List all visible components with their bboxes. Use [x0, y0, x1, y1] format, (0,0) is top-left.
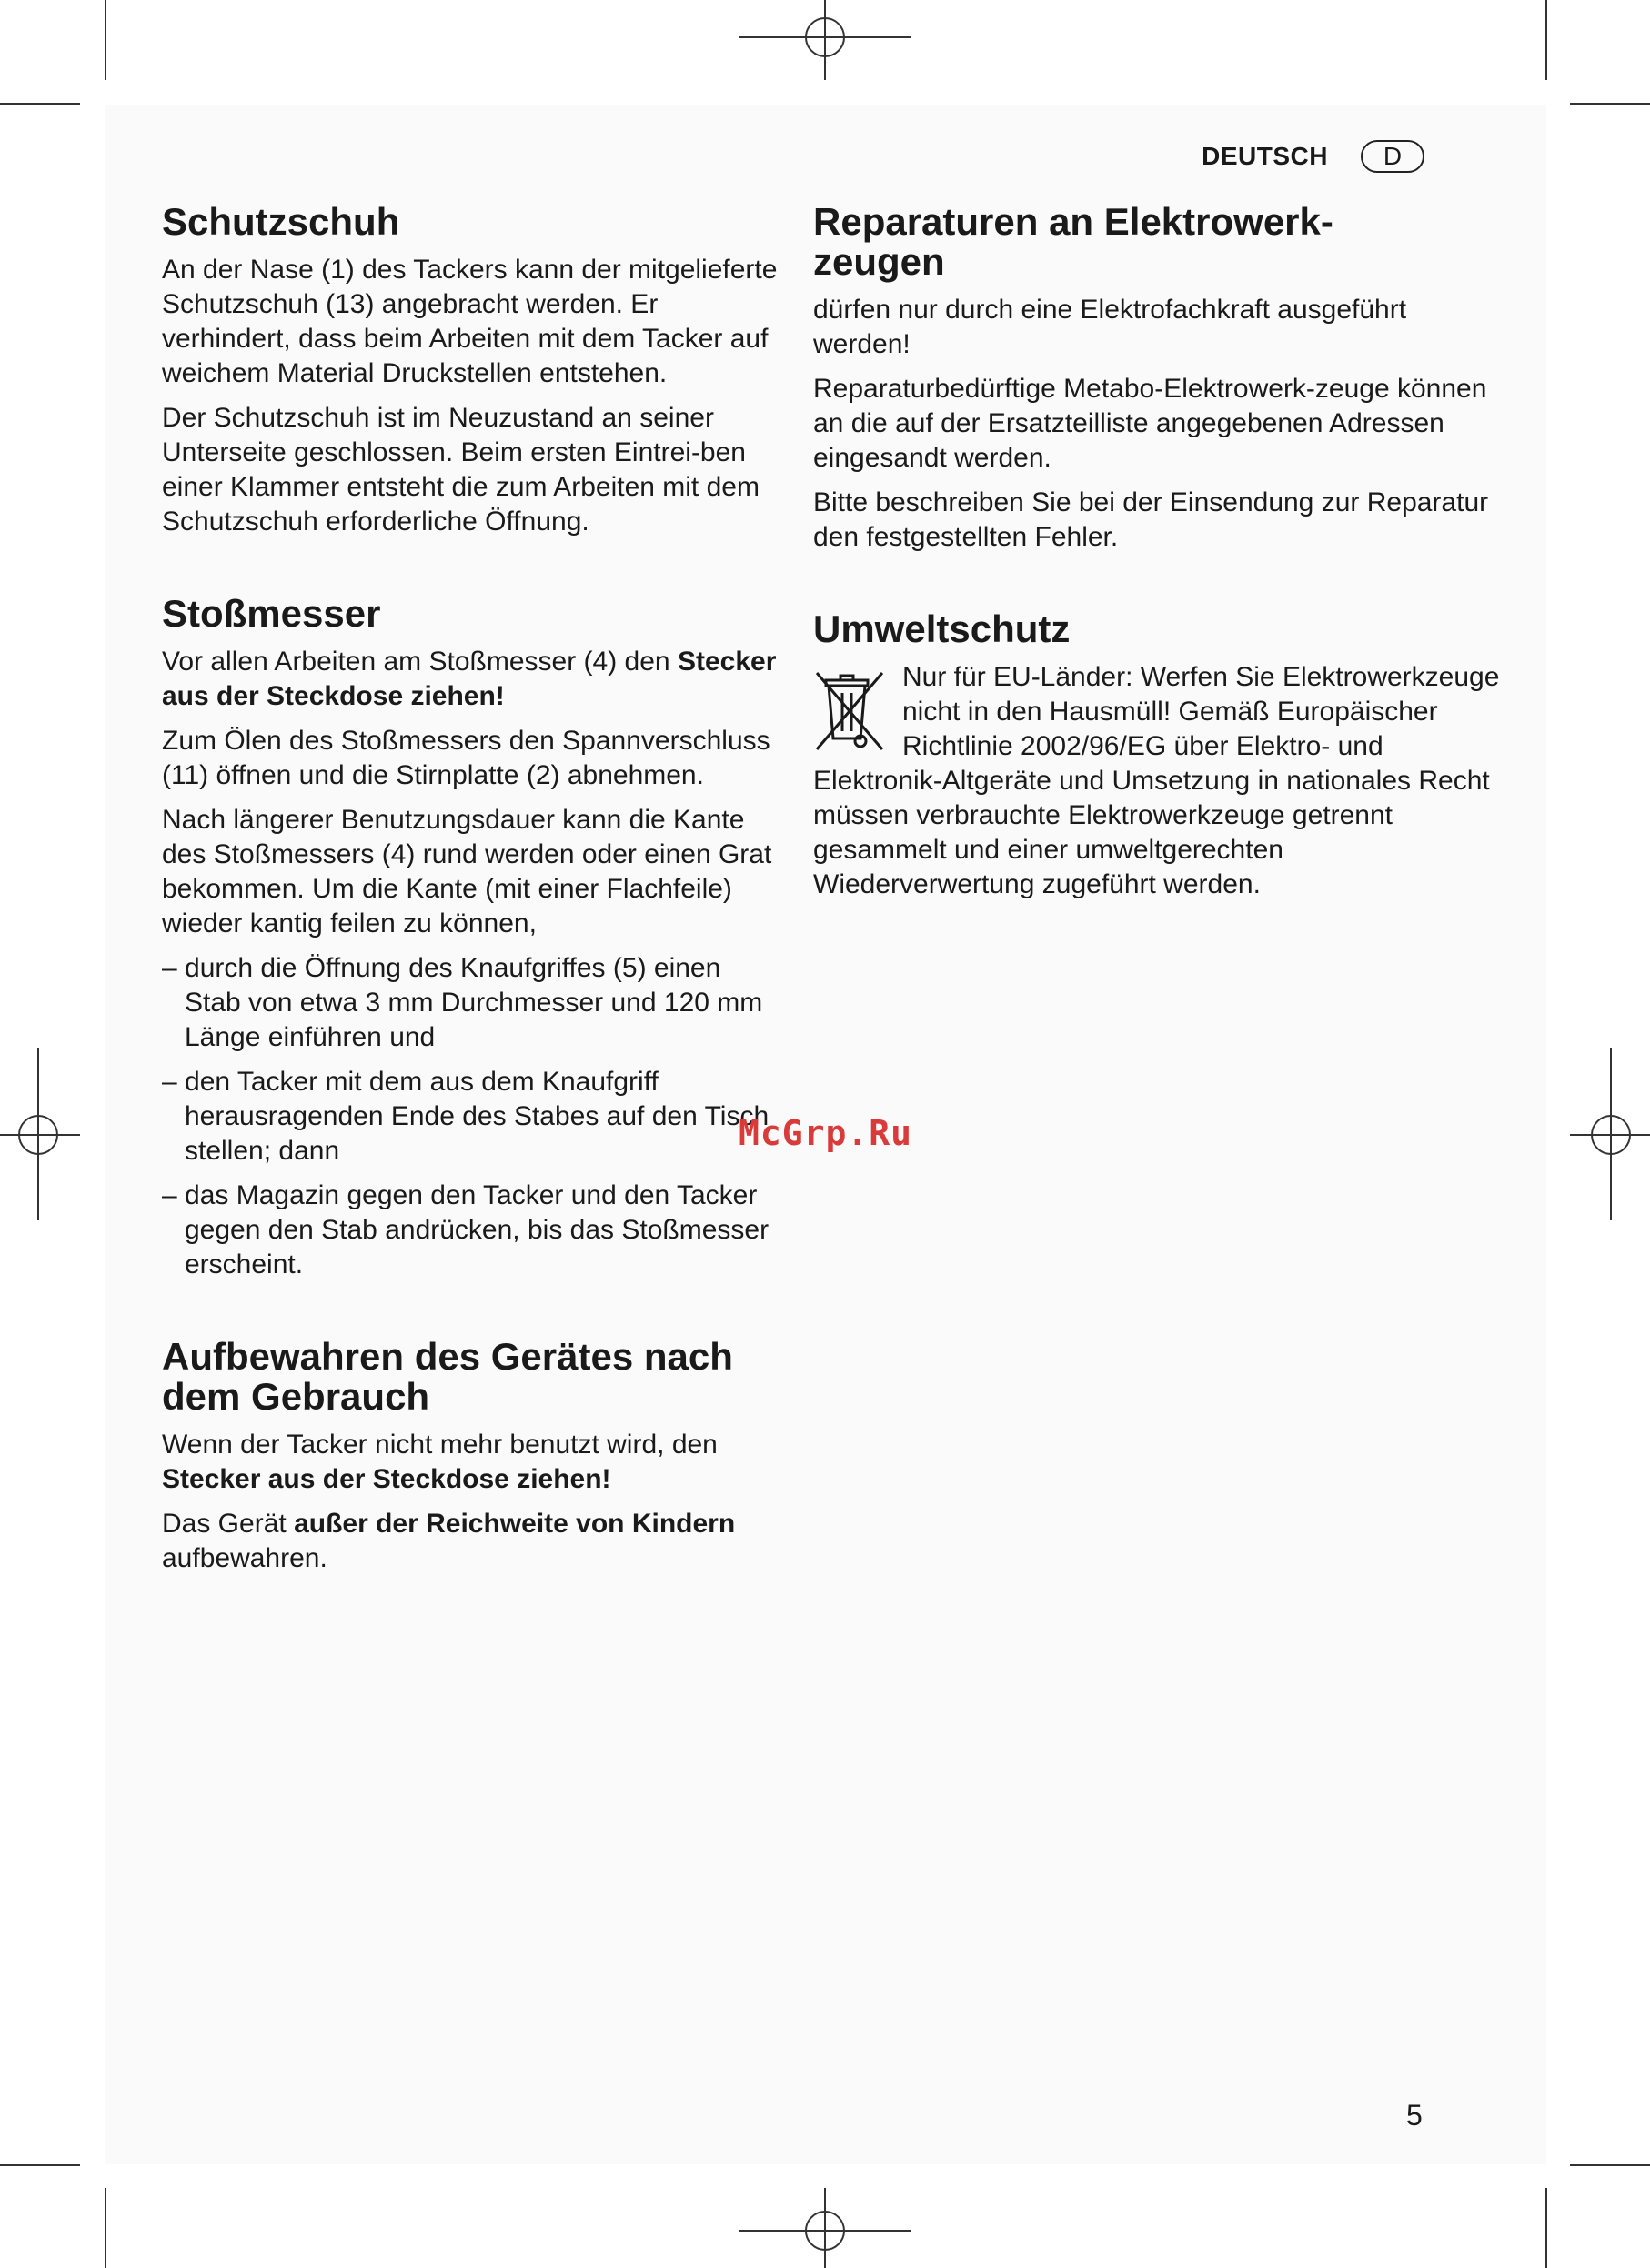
- section-aufbewahren: [162, 1337, 780, 1576]
- paragraph: Reparaturbedürftige Metabo-Elektrowerk-zeuge können an die auf der Ersatzteilliste angegebenen Adressen eingesandt werden.: [813, 374, 1487, 473]
- paragraph: dürfen nur durch eine Elektrofachkraft ausgeführt werden!: [813, 295, 1407, 359]
- paragraph: Nur für EU-Länder: Werfen Sie Elektrowerkzeuge nicht in den Hausmüll! Gemäß Europäischer Richtlinie 2002/96/EG über Elektro- und Elektronik-Altgeräte und Umsetzung in nationales Recht müssen verbrauchte Elektrowerkzeuge getrennt gesammelt und einer umweltgerechten Wiederverwertung zugeführt werden.: [813, 662, 1500, 899]
- section-stossmesser: [162, 594, 780, 1282]
- paragraph: [162, 1507, 780, 1576]
- warning-text: Stecker aus der Steckdose ziehen!: [162, 1464, 611, 1494]
- paragraph: [162, 1428, 780, 1497]
- section-title: Aufbewahren des Gerätes nach dem Gebrauch: [162, 1335, 733, 1418]
- paragraph: An der Nase (1) des Tackers kann der mitgelieferte Schutzschuh (13) angebracht werden. Er verhindert, dass beim Arbeiten mit dem Tacker auf weichem Material Druckstellen entstehen.: [162, 255, 778, 388]
- section-title: Umweltschutz: [813, 607, 1071, 650]
- left-column: [162, 202, 780, 1631]
- paragraph: Der Schutzschuh ist im Neuzustand an seiner Unterseite geschlossen. Beim ersten Eintrei-ben einer Klammer entsteht die zum Arbeiten mit dem Schutzschuh erforderliche Öffnung.: [162, 403, 760, 537]
- text: Wenn der Tacker nicht mehr benutzt wird, den: [162, 1430, 718, 1460]
- section-umweltschutz: [813, 609, 1504, 902]
- step-list: [162, 951, 780, 1282]
- right-column: [813, 202, 1504, 957]
- language-label: DEUTSCH: [1202, 142, 1328, 170]
- text: aufbewahren.: [162, 1543, 327, 1573]
- paragraph: Zum Ölen des Stoßmessers den Spannverschluss (11) öffnen und die Stirnplatte (2) abnehmen.: [162, 726, 770, 790]
- section-title: Reparaturen an Elektrowerk-zeugen: [813, 200, 1333, 283]
- list-item: – durch die Öffnung des Knaufgriffes (5) einen Stab von etwa 3 mm Durchmesser und 120 mm Länge einführen und: [162, 953, 763, 1052]
- text: Das Gerät: [162, 1509, 287, 1539]
- list-item: – den Tacker mit dem aus dem Knaufgriff herausragenden Ende des Stabes auf den Tisch stellen; dann: [162, 1067, 770, 1166]
- page-number: 5: [1406, 2099, 1423, 2132]
- warning-text: Stecker aus der Steckdose ziehen!: [162, 647, 777, 711]
- crossed-out-wheelie-bin-icon: [813, 666, 886, 757]
- section-title: Schutzschuh: [162, 200, 400, 243]
- section-reparaturen: [813, 202, 1504, 555]
- section-schutzschuh: [162, 202, 780, 539]
- list-item: – das Magazin gegen den Tacker und den Tacker gegen den Stab andrücken, bis das Stoßmesser erscheint.: [162, 1180, 770, 1280]
- language-badge: D: [1361, 140, 1424, 173]
- page-header: [1202, 140, 1424, 173]
- paragraph: Nach längerer Benutzungsdauer kann die Kante des Stoßmessers (4) rund werden oder einen Grat bekommen. Um die Kante (mit einer Flachfeile) wieder kantig feilen zu können,: [162, 805, 772, 938]
- paragraph: Bitte beschreiben Sie bei der Einsendung zur Reparatur den festgestellten Fehler.: [813, 487, 1489, 552]
- paragraph: [162, 645, 780, 714]
- text: Vor allen Arbeiten am Stoßmesser (4) den: [162, 647, 670, 677]
- warning-text: außer der Reichweite von Kindern: [294, 1509, 736, 1539]
- section-title: Stoßmesser: [162, 592, 381, 635]
- watermark: McGrp.Ru: [739, 1113, 913, 1153]
